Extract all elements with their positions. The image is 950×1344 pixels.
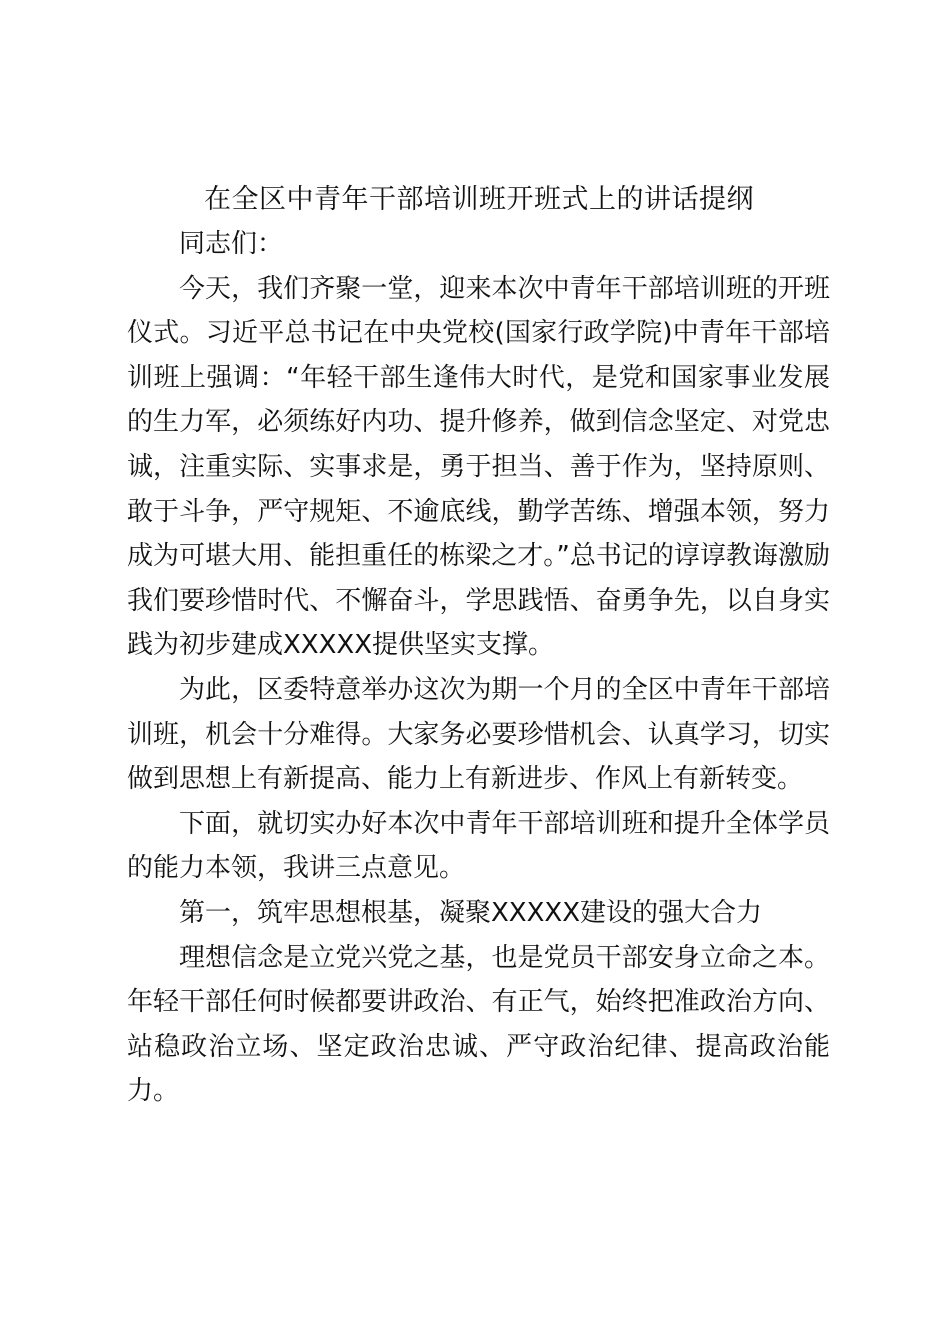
body-paragraph: 今天，我们齐聚一堂，迎来本次中青年干部培训班的开班仪式。习近平总书记在中央党校(国家行政学院)中青年干部培训班上强调：“年轻干部生逢伟大时代，是党和国家事业发展的生力军，必须练好内功、提升修养，做到信念坚定、对党忠诚，注重实际、实事求是，勇于担当、善于作为，坚持原则、敢于斗争，严守规矩、不逾底线，勤学苦练、增强本领，努力成为可堪大用、能担重任的栋梁之才。”总书记的谆谆教诲激励我们要珍惜时代、不懈奋斗，学思践悟、奋勇争先，以自身实践为初步建成XXXXX提供坚实支撑。 (127, 273, 830, 661)
document-title: 在全区中青年干部培训班开班式上的讲话提纲 (204, 184, 754, 215)
document-body (127, 222, 830, 1114)
body-paragraph: 为此，区委特意举办这次为期一个月的全区中青年干部培训班，机会十分难得。大家务必要珍惜机会、认真学习，切实做到思想上有新提高、能力上有新进步、作风上有新转变。 (127, 674, 830, 795)
body-paragraph: 下面，就切实办好本次中青年干部培训班和提升全体学员的能力本领，我讲三点意见。 (127, 808, 830, 884)
section-heading: 第一，筑牢思想根基，凝聚XXXXX建设的强大合力 (179, 897, 763, 928)
body-paragraph: 理想信念是立党兴党之基，也是党员干部安身立命之本。年轻干部任何时候都要讲政治、有正气，始终把准政治方向、站稳政治立场、坚定政治忠诚、严守政治纪律、提高政治能力。 (127, 942, 830, 1107)
salutation-paragraph: 同志们： (179, 229, 284, 259)
